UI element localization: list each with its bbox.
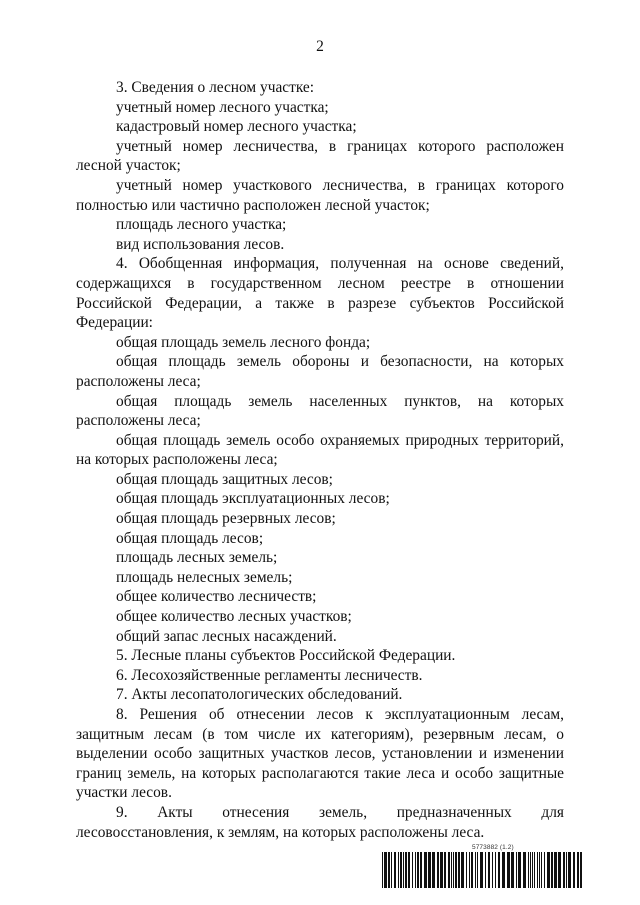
- paragraph: общее количество лесных участков;: [116, 608, 352, 626]
- paragraph: 9. Акты отнесения земель, предназначенных для лесовосстановления, к землям, на которых расположены леса.: [76, 803, 564, 841]
- barcode-caption: 5773882 (1.2): [472, 844, 514, 851]
- paragraph: учетный номер лесничества, в границах которого расположен лесной участок;: [76, 137, 564, 175]
- paragraph: общая площадь резервных лесов;: [116, 510, 336, 528]
- paragraph: 4. Обобщенная информация, полученная на основе сведений, содержащихся в государственном лесном реестре в отношении Российской Федерации, а также в разрезе субъектов Российской Федерации:: [76, 255, 564, 332]
- paragraph: 3. Сведения о лесном участке:: [116, 79, 315, 96]
- paragraph: общая площадь земель обороны и безопасности, на которых расположены леса;: [76, 353, 564, 390]
- paragraph: вид использования лесов.: [116, 235, 285, 253]
- paragraph: общая площадь земель лесного фонда;: [116, 333, 371, 351]
- paragraph: общая площадь земель особо охраняемых природных территорий, на которых расположены леса;: [76, 431, 564, 469]
- paragraph: общая площадь лесов;: [116, 529, 264, 547]
- paragraph: учетный номер лесного участка;: [116, 98, 329, 116]
- document-body: [76, 78, 564, 842]
- paragraph: кадастровый номер лесного участка;: [116, 118, 357, 136]
- paragraph: общая площадь эксплуатационных лесов;: [116, 490, 390, 508]
- paragraph: общая площадь земель населенных пунктов, на которых расположены леса;: [76, 392, 564, 430]
- paragraph: площадь лесных земель;: [116, 549, 278, 567]
- paragraph: 8. Решения об отнесении лесов к эксплуатационным лесам, защитным лесам (в том числе их категориям), резервным лесам, о выделении особо защитных участков лесов, установлении и изменении границ земель, на которых располагаются такие леса и особо защитные участки лесов.: [76, 706, 564, 802]
- paragraph: общий запас лесных насаждений.: [116, 627, 337, 645]
- barcode-icon: [382, 852, 584, 888]
- paragraph: 7. Акты лесопатологических обследований.: [116, 686, 403, 704]
- paragraph: общее количество лесничеств;: [116, 588, 317, 606]
- paragraph: площадь нелесных земель;: [116, 568, 293, 586]
- paragraph: учетный номер участкового лесничества, в границах которого полностью или частично расположен лесной участок;: [76, 176, 564, 214]
- page-number: 2: [316, 38, 324, 55]
- paragraph: общая площадь защитных лесов;: [116, 470, 333, 488]
- paragraph: 5. Лесные планы субъектов Российской Федерации.: [116, 647, 456, 665]
- paragraph: 6. Лесохозяйственные регламенты лесничеств.: [116, 666, 423, 684]
- paragraph: площадь лесного участка;: [116, 216, 287, 234]
